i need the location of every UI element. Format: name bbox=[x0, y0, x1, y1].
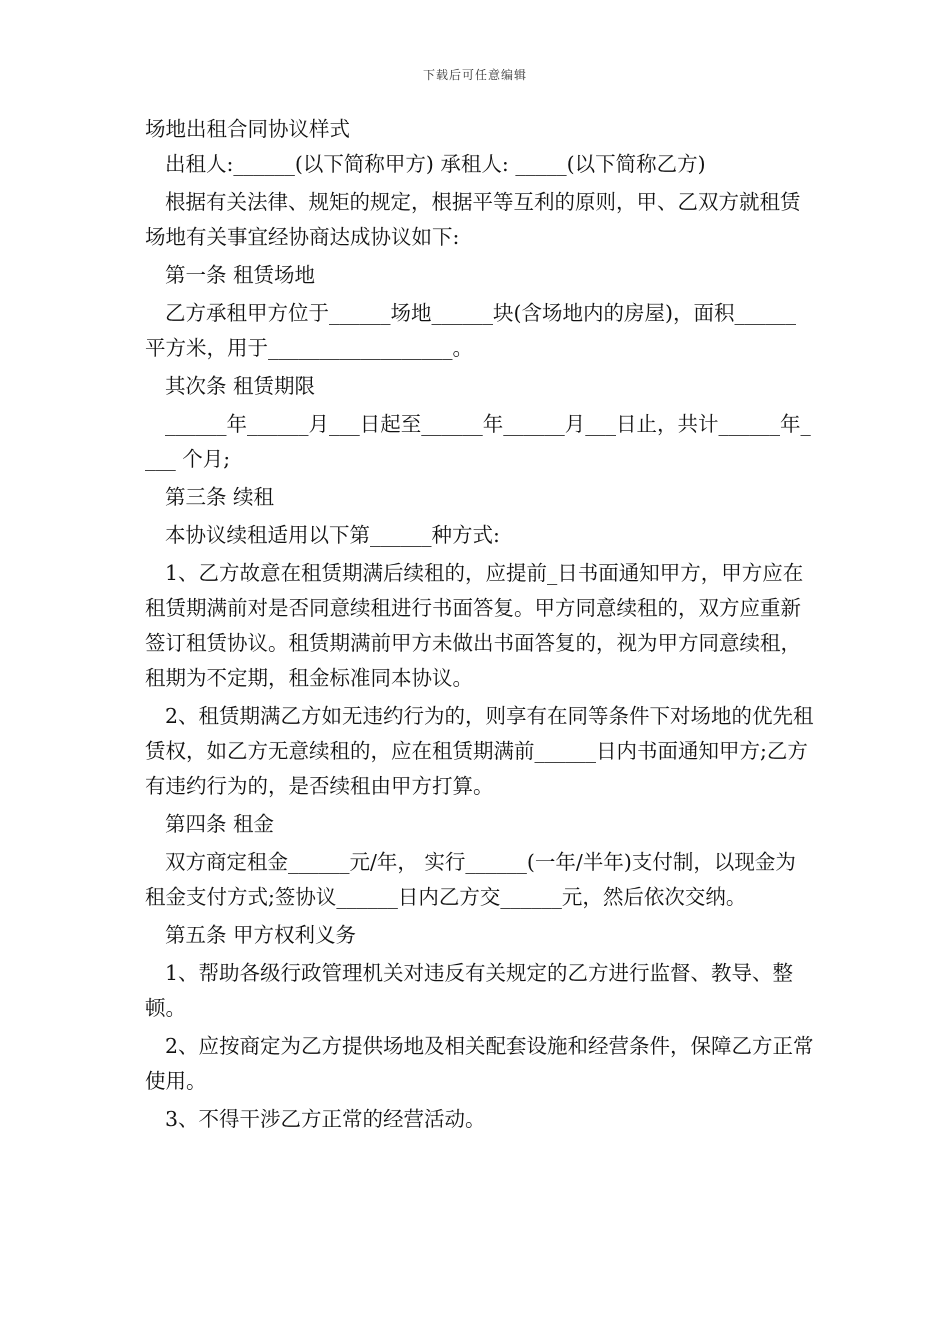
paragraph: 本协议续租适用以下第______种方式: bbox=[165, 523, 500, 547]
page-header: 下载后可任意编辑 bbox=[422, 68, 527, 82]
document-body bbox=[145, 112, 815, 1140]
preamble-paragraph: 根据有关法律、规矩的规定，根据平等互利的原则，甲、乙双方就租赁场地有关事宜经协商达成协议如下: bbox=[145, 190, 801, 249]
document-title: 场地出租合同协议样式 bbox=[145, 117, 350, 141]
paragraph: 3、不得干涉乙方正常的经营活动。 bbox=[165, 1107, 486, 1131]
paragraph: 1、帮助各级行政管理机关对违反有关规定的乙方进行监督、教导、整顿。 bbox=[145, 961, 794, 1020]
paragraph: 2、应按商定为乙方提供场地及相关配套设施和经营条件，保障乙方正常使用。 bbox=[145, 1034, 814, 1093]
paragraph: 双方商定租金______元/年， 实行______(一年/半年)支付制，以现金为租金支付方式;签协议______日内乙方交______元，然后依次交纳。 bbox=[145, 850, 796, 909]
article-heading: 其次条 租赁期限 bbox=[165, 374, 316, 398]
article-heading: 第三条 续租 bbox=[165, 485, 275, 509]
paragraph: 1、乙方故意在租赁期满后续租的，应提前_日书面通知甲方，甲方应在租赁期满前对是否同意续租进行书面答复。甲方同意续租的，双方应重新签订租赁协议。租赁期满前甲方未做出书面答复的，视为甲方同意续租，租期为不定期，租金标准同本协议。 bbox=[145, 561, 804, 690]
article-heading: 第一条 租赁场地 bbox=[165, 263, 316, 287]
parties-line: 出租人:______(以下简称甲方) 承租人: _____(以下简称乙方) bbox=[165, 152, 706, 176]
article-heading: 第四条 租金 bbox=[165, 812, 275, 836]
article-heading: 第五条 甲方权利义务 bbox=[165, 923, 357, 947]
paragraph: ______年______月___日起至______年______月___日止，共计______年____ 个月; bbox=[145, 412, 811, 471]
paragraph: 2、租赁期满乙方如无违约行为的，则享有在同等条件下对场地的优先租赁权，如乙方无意续租的，应在租赁期满前______日内书面通知甲方;乙方有违约行为的，是否续租由甲方打算。 bbox=[145, 704, 814, 798]
paragraph: 乙方承租甲方位于______场地______块(含场地内的房屋)，面积______平方米，用于__________________。 bbox=[145, 301, 796, 360]
